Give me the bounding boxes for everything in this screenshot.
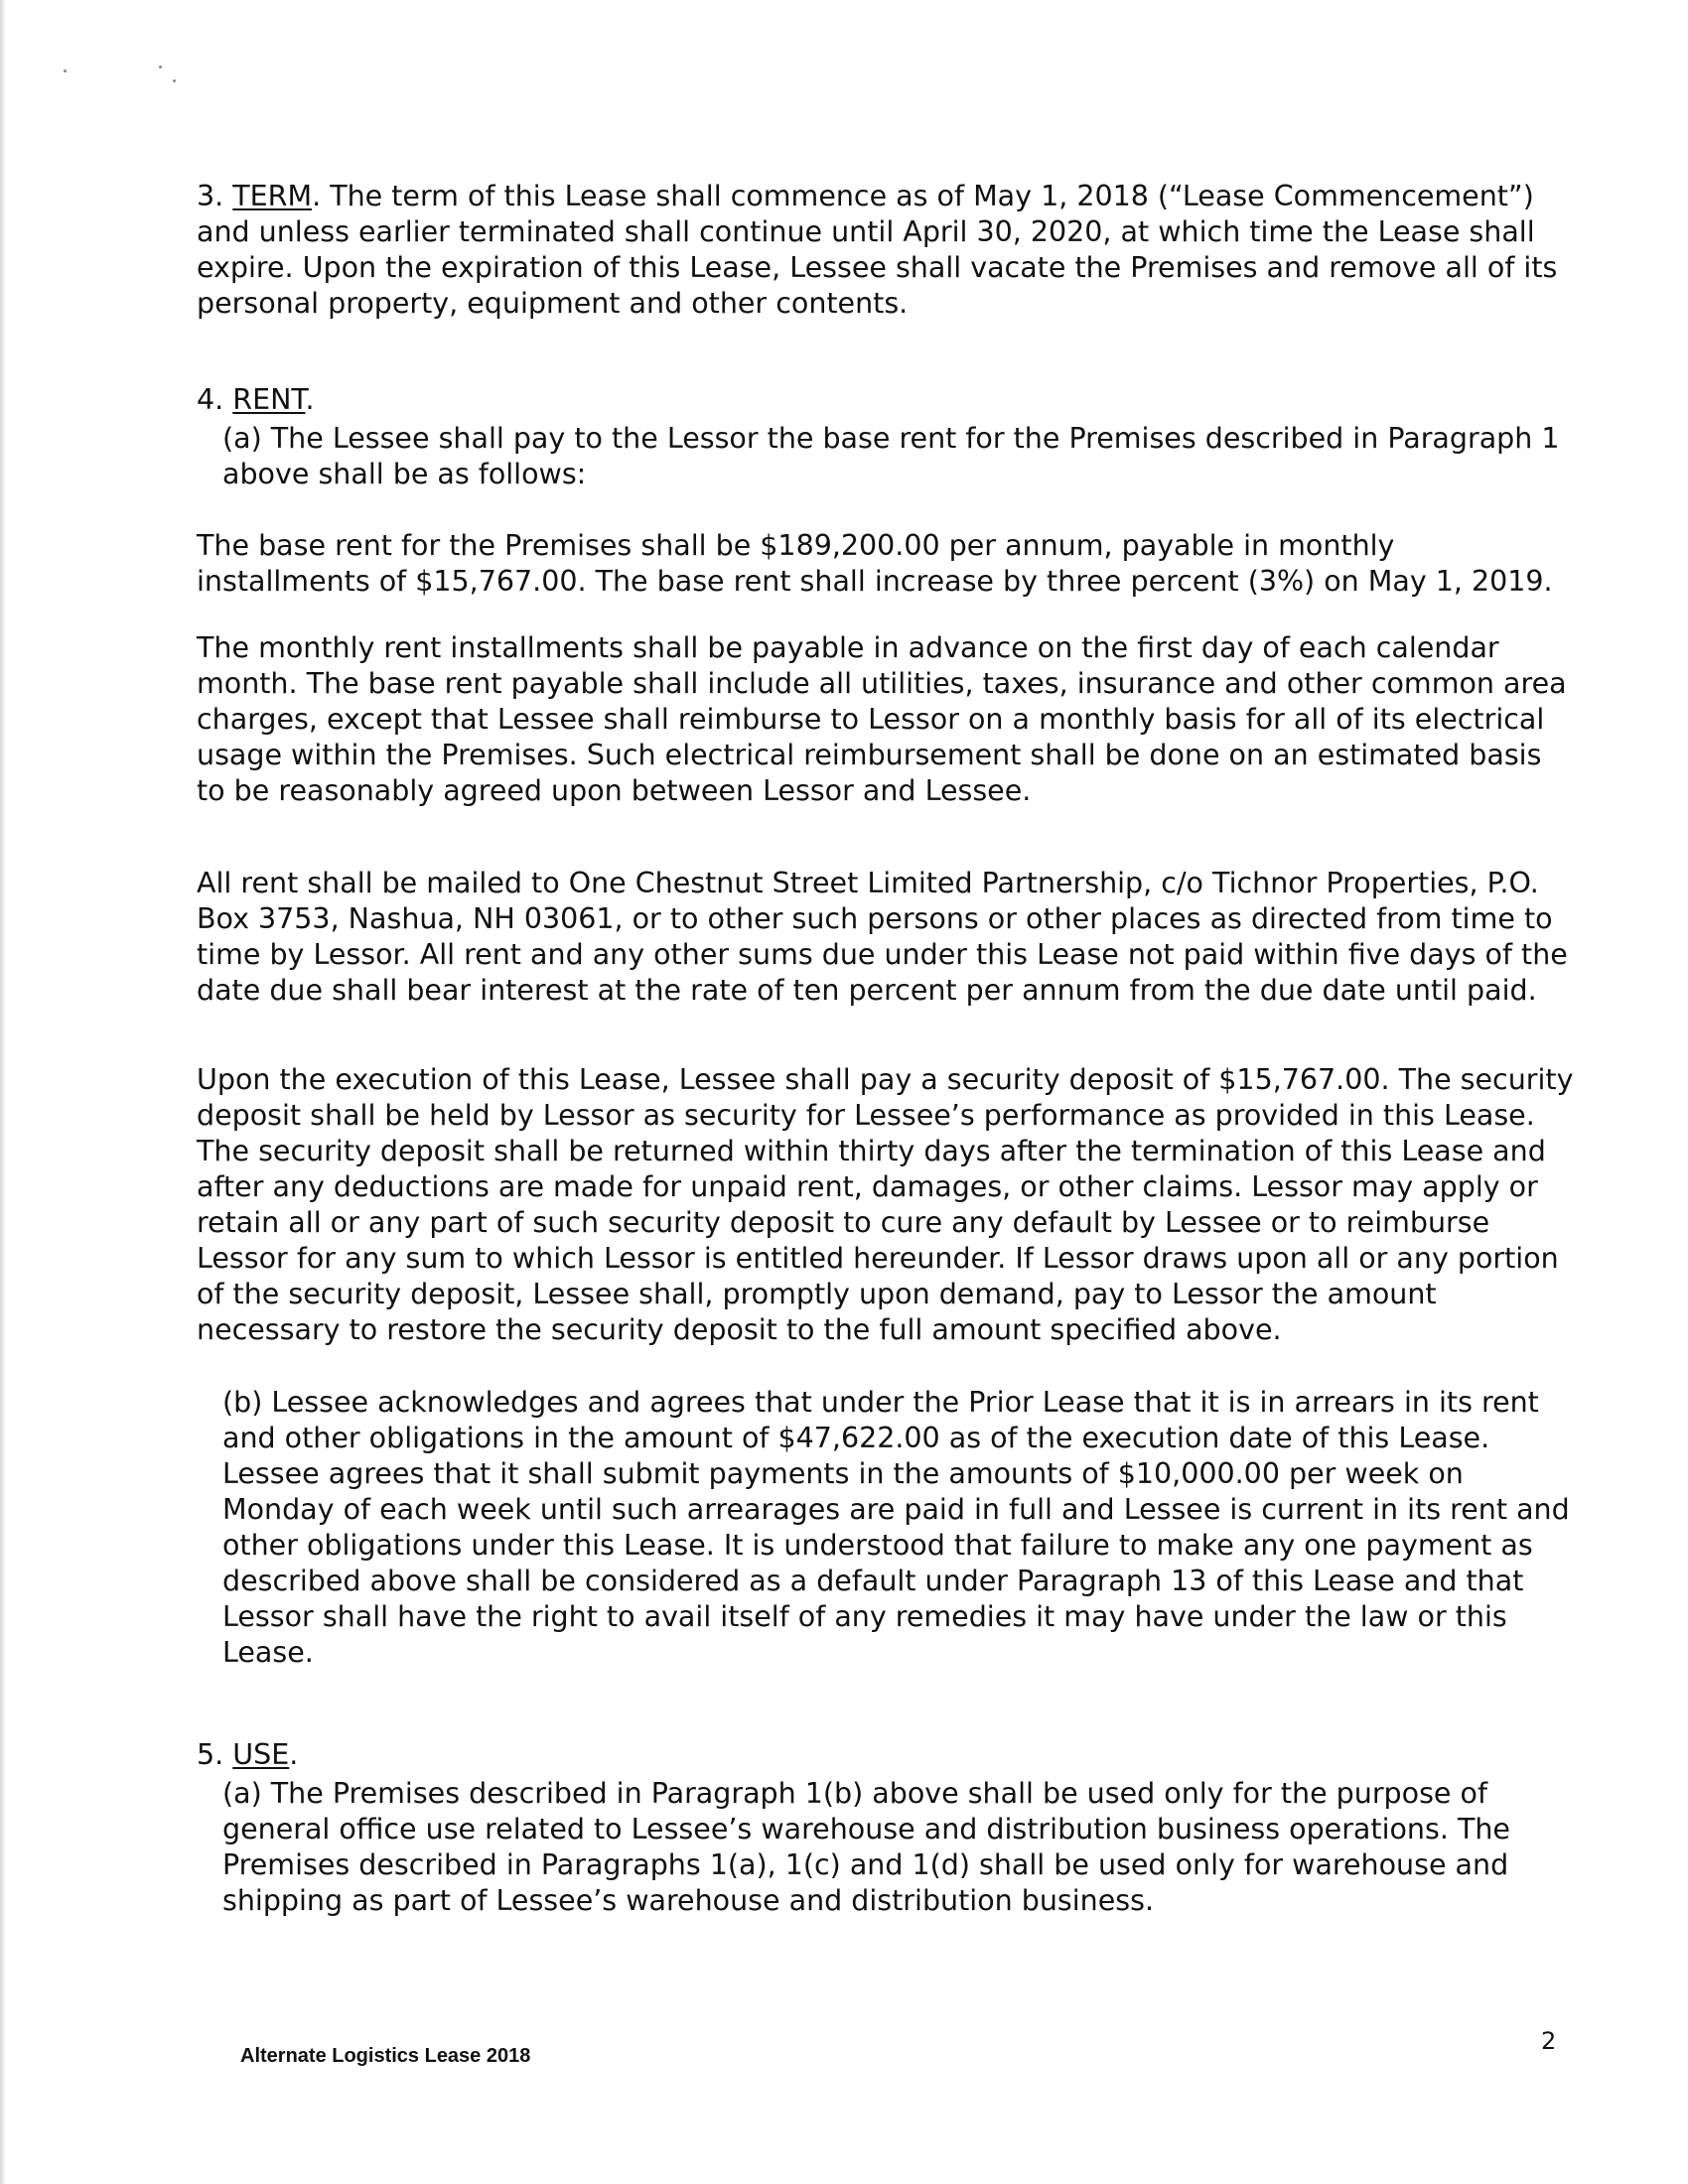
heading-suffix: .	[305, 383, 315, 416]
security-deposit-paragraph: Upon the execution of this Lease, Lessee shall pay a security deposit of $15,767.00. The security deposit shall be held by Lessor as security for Lessee’s performance as provided in this Lease. The security deposit shall be returned within thirty days after the termination of this Lease and after any deductions are made for unpaid rent, damages, or other claims. Lessor may apply or retain all or any part of such security deposit to cure any default by Lessee or to reimburse Lessor for any sum to which Lessor is entitled hereunder. If Lessor draws upon all or any portion of the security deposit, Lessee shall, promptly upon demand, pay to Lessor the amount necessary to restore the security deposit to the full amount specified above.	[197, 1063, 1574, 1346]
scan-speck	[64, 69, 67, 72]
rent-paragraph-a: (a) The Lessee shall pay to the Lessor the base rent for the Premises described in Paragraph 1 above shall be as follows:	[222, 422, 1560, 490]
section-number: 4.	[197, 383, 224, 416]
scan-speck	[159, 66, 162, 68]
scan-edge	[0, 0, 6, 2184]
page-number: 2	[1541, 2027, 1557, 2055]
term-text: . The term of this Lease shall commence as of May 1, 2018 (“Lease Commencement”) and unless earlier terminated shall continue until April 30, 2020, at which time the Lease shall expire. Upon the expiration of this Lease, Lessee shall vacate the Premises and remove all of its personal property, equipment and other contents.	[197, 180, 1558, 320]
rent-paragraph-b: (b) Lessee acknowledges and agrees that under the Prior Lease that it is in arrears in its rent and other obligations in the amount of $47,622.00 as of the execution date of this Lease. Lessee agrees that it shall submit payments in the amounts of $10,000.00 per week on Monday of each week until such arrearages are paid in full and Lessee is current in its rent and other obligations under this Lease. It is understood that failure to make any one payment as described above shall be considered as a default under Paragraph 13 of this Lease and that Lessor shall have the right to avail itself of any remedies it may have under the law or this Lease.	[222, 1386, 1570, 1669]
section-term	[197, 179, 1577, 322]
section-heading-rent: RENT	[232, 383, 306, 416]
use-paragraph-a: (a) The Premises described in Paragraph 1(b) above shall be used only for the purpose of general office use related to Lessee’s warehouse and distribution business operations. The Premises described in Paragraphs 1(a), 1(c) and 1(d) shall be used only for warehouse and shipping as part of Lessee’s warehouse and distribution business.	[222, 1777, 1510, 1917]
section-use-heading	[197, 1737, 298, 1773]
scan-speck	[173, 79, 176, 82]
heading-suffix: .	[289, 1738, 299, 1771]
mailing-paragraph: All rent shall be mailed to One Chestnut Street Limited Partnership, c/o Tichnor Properties, P.O. Box 3753, Nashua, NH 03061, or to other such persons or other places as directed from time to time by Lessor. All rent and any other sums due under this Lease not paid within five days of the date due shall bear interest at the rate of ten percent per annum from the due date until paid.	[197, 867, 1568, 1007]
base-rent-paragraph: The base rent for the Premises shall be $189,200.00 per annum, payable in monthly installments of $15,767.00. The base rent shall increase by three percent (3%) on May 1, 2019.	[197, 529, 1553, 598]
section-rent-heading	[197, 382, 315, 418]
installments-paragraph: The monthly rent installments shall be payable in advance on the first day of each calendar month. The base rent payable shall include all utilities, taxes, insurance and other common area charges, except that Lessee shall reimburse to Lessor on a monthly basis for all of its electrical usage within the Premises. Such electrical reimbursement shall be done on an estimated basis to be reasonably agreed upon between Lessor and Lessee.	[197, 631, 1567, 807]
section-number: 3.	[197, 180, 224, 212]
section-heading-use: USE	[232, 1738, 290, 1771]
section-heading-term: TERM	[232, 180, 313, 212]
footer-title: Alternate Logistics Lease 2018	[240, 2045, 531, 2067]
section-number: 5.	[197, 1738, 224, 1771]
